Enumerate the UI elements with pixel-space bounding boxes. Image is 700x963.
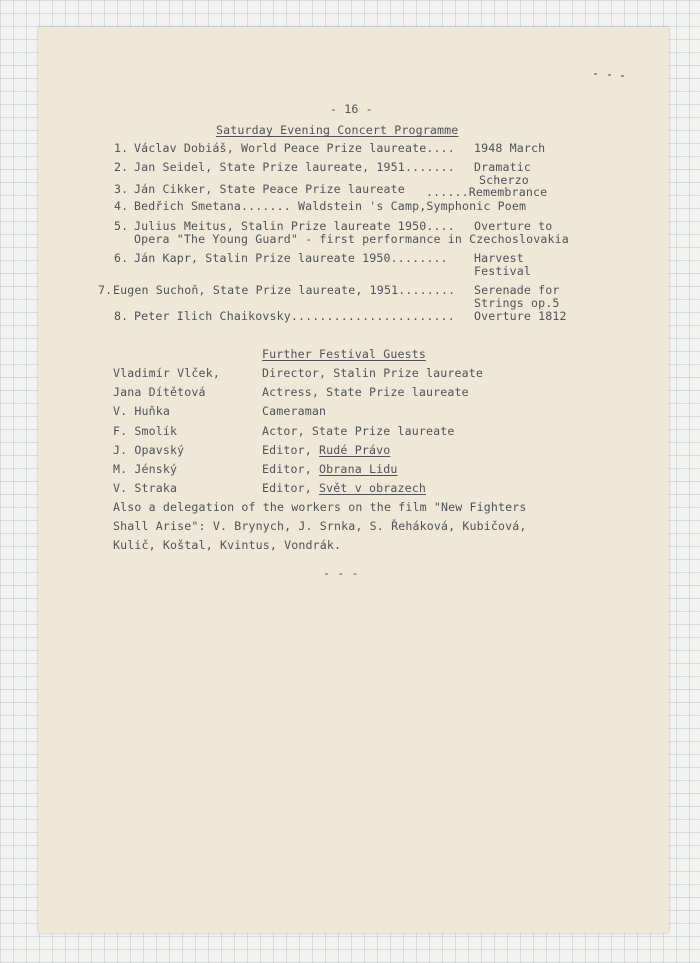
guest-role: Director, Stalin Prize laureate [262, 366, 484, 380]
programme-number: 8. [114, 309, 129, 323]
programme-work: Dramatic [474, 160, 532, 174]
guest-role: Actor, State Prize laureate [262, 424, 455, 438]
programme-number: 2. [114, 160, 129, 174]
guests-title: Further Festival Guests [262, 347, 426, 361]
programme-entry: Peter Ilich Chaikovsky....................... [134, 309, 455, 323]
programme-number: 1. [114, 141, 129, 155]
guest-role: Editor, [262, 481, 320, 495]
programme-entry: Eugen Suchoň, State Prize laureate, 1951........ [113, 283, 456, 297]
programme-work: Overture to [474, 219, 553, 233]
guest-name: F. Smolík [113, 424, 178, 438]
delegation-line: Kulič, Koštal, Kvintus, Vondrák. [113, 538, 342, 552]
ink-speck [594, 73, 597, 75]
programme-entry-continued: Opera "The Young Guard" - first performance in Czechoslovakia [134, 232, 569, 246]
programme-work: Serenade for [474, 283, 560, 297]
guest-role: Cameraman [262, 404, 327, 418]
programme-work: 1948 March [474, 141, 546, 155]
programme-entry: Julius Meitus, Stalin Prize laureate 1950.... [134, 219, 455, 233]
guest-role: Editor, [262, 462, 320, 476]
guest-name: Vladimír Vlček, [113, 366, 220, 380]
programme-entry: Ján Cikker, State Peace Prize laureate [134, 182, 405, 196]
guest-role: Actress, State Prize laureate [262, 385, 469, 399]
programme-work: Strings op.5 [474, 296, 560, 310]
programme-entry: Václav Dobiáš, World Peace Prize laureate.... [134, 141, 455, 155]
guest-name: Jana Dítětová [113, 385, 206, 399]
ink-speck [621, 75, 624, 77]
ink-speck [608, 74, 611, 76]
publication-name: Rudé Právo [319, 443, 391, 457]
delegation-line: Shall Arise": V. Brynych, J. Srnka, S. Řeháková, Kubičová, [113, 519, 527, 533]
delegation-line: Also a delegation of the workers on the film "New Fighters [113, 500, 527, 514]
programme-work: Festival [474, 264, 532, 278]
document-page [38, 27, 669, 933]
programme-entry: Jan Seidel, State Prize laureate, 1951....... [134, 160, 455, 174]
programme-entry: Bedřich Smetana....... Waldstein 's Camp,Symphonic Poem [134, 199, 527, 213]
guest-role-line [262, 463, 397, 475]
guest-name: J. Opavský [113, 443, 185, 457]
programme-title: Saturday Evening Concert Programme [216, 123, 459, 137]
programme-entry: Ján Kapr, Stalin Prize laureate 1950........ [134, 251, 448, 265]
programme-work: Harvest [474, 251, 524, 265]
guest-name: V. Huňka [113, 404, 171, 418]
guest-role-line [262, 482, 426, 494]
programme-work: Scherzo [479, 173, 529, 187]
programme-number: 7. [98, 283, 113, 297]
guest-name: M. Jénský [113, 462, 178, 476]
programme-number: 3. [114, 182, 129, 196]
guest-role-line [262, 444, 390, 456]
programme-work: ......Remembrance [426, 185, 548, 199]
publication-name: Obrana Lidu [319, 462, 398, 476]
programme-number: 4. [114, 199, 129, 213]
publication-name: Svět v obrazech [319, 481, 426, 495]
programme-work: Overture 1812 [474, 309, 567, 323]
guest-name: V. Straka [113, 481, 178, 495]
programme-number: 5. [114, 219, 129, 233]
programme-number: 6. [114, 251, 129, 265]
closing-mark: - - - [323, 566, 359, 580]
guest-role: Editor, [262, 443, 320, 457]
page-number: - 16 - [330, 102, 373, 116]
